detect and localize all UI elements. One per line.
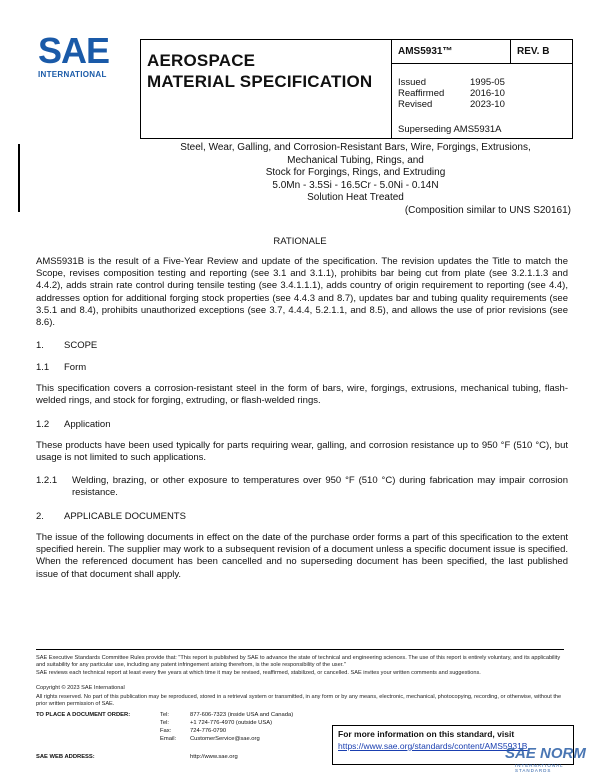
email-label: Email: (160, 736, 177, 742)
header-divider (391, 39, 392, 138)
rev-divider (510, 39, 511, 63)
revised-date: 2023-10 (470, 99, 505, 110)
document-type-title: AEROSPACE MATERIAL SPECIFICATION (147, 51, 373, 91)
issued-label: Issued (398, 77, 426, 88)
tel2-value: +1 724-776-4970 (outside USA) (190, 720, 273, 726)
section-1-1-text: This specification covers a corrosion-resistant steel in the form of bars, wire, forgings, extrusions, mechanical tubing, flash-welded rings, and stock for forging, extruding, or flash-welded rings. (36, 383, 568, 407)
header-bottom-line (140, 138, 572, 139)
tel-label: Tel: (160, 712, 170, 718)
web-value[interactable]: http://www.sae.org (190, 754, 238, 760)
fax-value: 724-776-0790 (190, 728, 227, 734)
web-label: SAE WEB ADDRESS: (36, 754, 95, 760)
sae-logo: SAE (38, 30, 110, 71)
tel-value: 877-606-7323 (inside USA and Canada) (190, 712, 294, 718)
section-2-heading: 2. APPLICABLE DOCUMENTS (36, 511, 186, 522)
section-1-2-1-number: 1.2.1 (36, 475, 58, 486)
sae-logo-subtitle: INTERNATIONAL (38, 70, 107, 79)
watermark-subtitle: INTERNATIONAL STANDARDS (515, 763, 564, 773)
section-1-2-heading: 1.2 Application (36, 419, 111, 430)
footer-rules-text: SAE Executive Standards Committee Rules provide that: "This report is published by SAE to advance the state of technical and engineering sciences. The use of this report is entirely voluntary, and its applicability and suitability for any particular use, including any patent infringement arising therefrom, is the sole responsibility of the user." (36, 655, 561, 668)
revised-label: Revised (398, 99, 433, 110)
document-id: AMS5931™ (398, 46, 453, 57)
revision: REV. B (517, 46, 550, 57)
section-1-heading: 1. SCOPE (36, 340, 98, 351)
more-info-link[interactable]: https://www.sae.org/standards/content/AMS5931B (338, 741, 528, 751)
rationale-heading: RATIONALE (273, 236, 327, 247)
section-1-2-1-text: Welding, brazing, or other exposure to temperatures over 950 °F (510 °C) during fabrication may impair corrosion resistance. (72, 475, 568, 499)
section-1-2-text: These products have been used typically for parts requiring wear, galling, and corrosion resistance up to 950 °F (510 °C), but usage is not limited to such applications. (36, 440, 568, 464)
watermark-logo: SAE NORM (505, 745, 586, 762)
footer-rights-text: All rights reserved. No part of this publication may be reproduced, stored in a retrieval system or transmitted, in any form or by any means, electronic, mechanical, photocopying, recording, or otherwise, without the prior written permission of SAE. (36, 694, 562, 707)
more-info-text: For more information on this standard, visit (338, 729, 515, 739)
tel2-label: Tel: (160, 720, 170, 726)
section-2-text: The issue of the following documents in effect on the date of the purchase order forms a part of this specification to the extent specified herein. The supplier may work to a subsequent revision of a document unless a specific document issue is specified. When the referenced document has been cancelled and no superseding document has been specified, the last published issue of that document shall apply. (36, 532, 568, 580)
specification-title: Steel, Wear, Galling, and Corrosion-Resistant Bars, Wire, Forgings, Extrusions, Mechanical Tubing, Rings, and Stock for Forgings, Rings, and Extruding 5.0Mn - 3.5Si - 16.5Cr - 5.0Ni - 0.14N Solution Heat Treated (Composition similar to UNS S20161) (180, 142, 571, 216)
footer-copyright: Copyright © 2023 SAE International (36, 685, 125, 691)
header-hline (391, 63, 572, 64)
reaffirmed-label: Reaffirmed (398, 88, 445, 99)
section-1-1-heading: 1.1 Form (36, 362, 87, 373)
issued-date: 1995-05 (470, 77, 505, 88)
superseding: Superseding AMS5931A (398, 124, 502, 135)
rationale-text: AMS5931B is the result of a Five-Year Review and update of the specification. The revision updates the Title to match the Scope, revises composition testing and reporting (see 3.1 and 3.1.1), prohibits bar being cut from plate (see 3.2.1.1.3 and 4.4.2), adds strain rate control during tensile testing (see 3.4.1.1.1), adds country of origin requirement to reporting (see 4.4), addresses option for additional forging stock properties (see 4.4.3 and 8.7), updates bar and tubing quality requirements (see 3.5.1 and 8.4), prohibits unauthorized exceptions (see 3.7, 4.4.4, 5.2.1.1, and 8.5), and allows the use of prior revisions (see 8.6). (36, 256, 568, 329)
reaffirmed-date: 2016-10 (470, 88, 505, 99)
change-bar (18, 144, 20, 212)
fax-label: Fax: (160, 728, 172, 734)
footer-rule (36, 649, 564, 650)
order-label: TO PLACE A DOCUMENT ORDER: (36, 712, 131, 718)
footer-review-text: SAE reviews each technical report at least every five years at which time it may be revised, reaffirmed, stabilized, or cancelled. SAE invites your written comments and suggestions. (36, 670, 481, 676)
email-value[interactable]: CustomerService@sae.org (190, 736, 260, 742)
